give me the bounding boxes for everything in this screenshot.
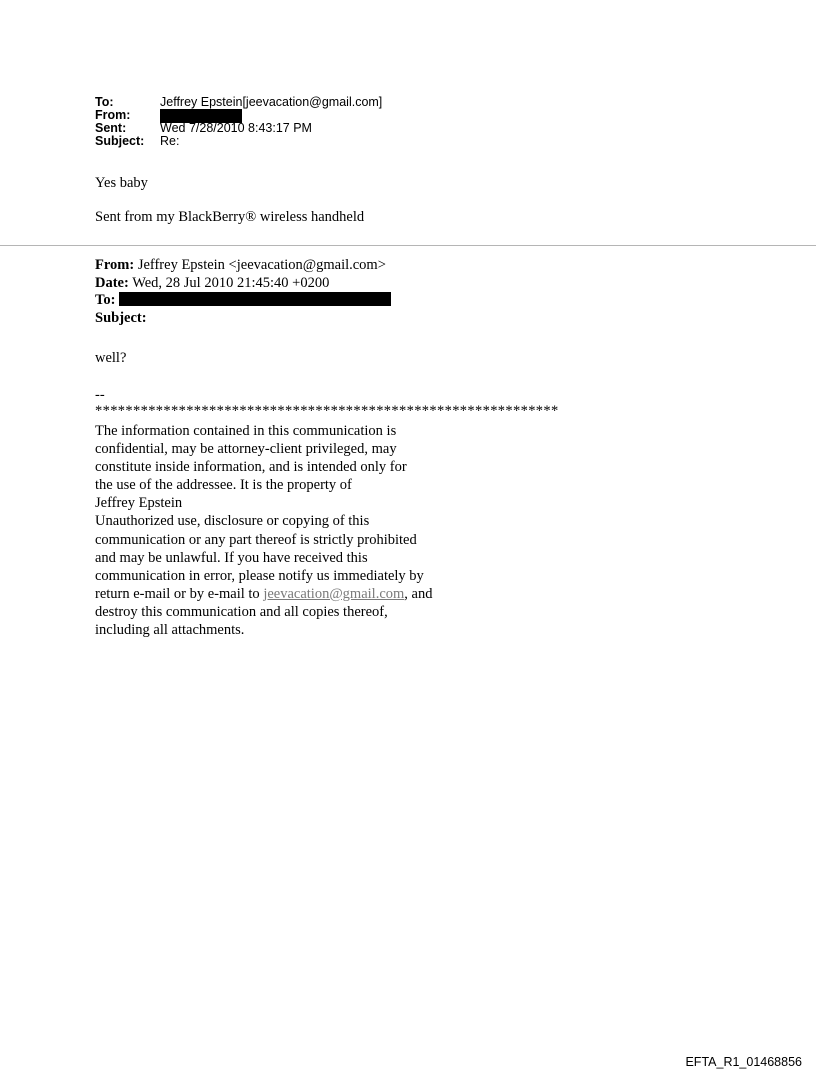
to-label: To: bbox=[95, 95, 114, 109]
disclaimer-line: communication in error, please notify us immediately by bbox=[95, 567, 424, 584]
email-header bbox=[95, 96, 382, 148]
to-value: Jeffrey Epstein[jeevacation@gmail.com] bbox=[160, 95, 383, 109]
disclaimer-line: confidential, may be attorney-client privileged, may bbox=[95, 441, 397, 458]
disclaimer-text: , and bbox=[404, 585, 433, 602]
disclaimer-line: communication or any part thereof is strictly prohibited bbox=[95, 531, 417, 548]
disclaimer-line: The information contained in this communication is bbox=[95, 423, 397, 439]
quoted-to-row bbox=[95, 292, 391, 310]
quoted-body: well? bbox=[95, 350, 127, 366]
divider bbox=[0, 245, 816, 246]
disclaimer-line bbox=[95, 585, 495, 603]
quoted-subject-row bbox=[95, 310, 391, 328]
quoted-date-label: Date: bbox=[95, 274, 129, 291]
separator-dashes: -- bbox=[95, 387, 105, 403]
quoted-from-value: Jeffrey Epstein <jeevacation@gmail.com> bbox=[137, 257, 386, 273]
redaction-block bbox=[119, 292, 391, 306]
disclaimer-line: the use of the addressee. It is the property of bbox=[95, 477, 352, 494]
quoted-date-row bbox=[95, 275, 391, 293]
quoted-to-label: To: bbox=[95, 292, 116, 308]
disclaimer bbox=[95, 422, 495, 639]
signature: Sent from my BlackBerry® wireless handheld bbox=[95, 209, 365, 225]
email-link[interactable]: jeevacation@gmail.com bbox=[263, 585, 405, 602]
reply-body: Yes baby bbox=[95, 175, 148, 191]
quoted-date-value: Wed, 28 Jul 2010 21:45:40 +0200 bbox=[132, 274, 330, 291]
disclaimer-line: and may be unlawful. If you have received this bbox=[95, 549, 368, 566]
to-row bbox=[95, 96, 382, 109]
subject-label: Subject: bbox=[95, 134, 145, 148]
disclaimer-line: Jeffrey Epstein bbox=[95, 495, 183, 512]
disclaimer-text: return e-mail or by e-mail to bbox=[95, 585, 264, 602]
disclaimer-line: destroy this communication and all copies thereof, bbox=[95, 603, 388, 620]
subject-row bbox=[95, 135, 382, 148]
quoted-subject-label: Subject: bbox=[95, 309, 147, 326]
disclaimer-line: constitute inside information, and is intended only for bbox=[95, 459, 407, 476]
subject-value: Re: bbox=[160, 134, 180, 148]
sent-value: Wed 7/28/2010 8:43:17 PM bbox=[160, 121, 312, 135]
quoted-from-label: From: bbox=[95, 257, 135, 273]
from-label: From: bbox=[95, 108, 131, 122]
disclaimer-line: including all attachments. bbox=[95, 622, 245, 639]
separator-stars: ************************************************************* bbox=[95, 403, 559, 419]
document-id: EFTA_R1_01468856 bbox=[685, 1055, 802, 1069]
disclaimer-line: Unauthorized use, disclosure or copying of this bbox=[95, 513, 370, 530]
quoted-header bbox=[95, 257, 391, 327]
sent-label: Sent: bbox=[95, 121, 127, 135]
quoted-from-row bbox=[95, 257, 391, 275]
